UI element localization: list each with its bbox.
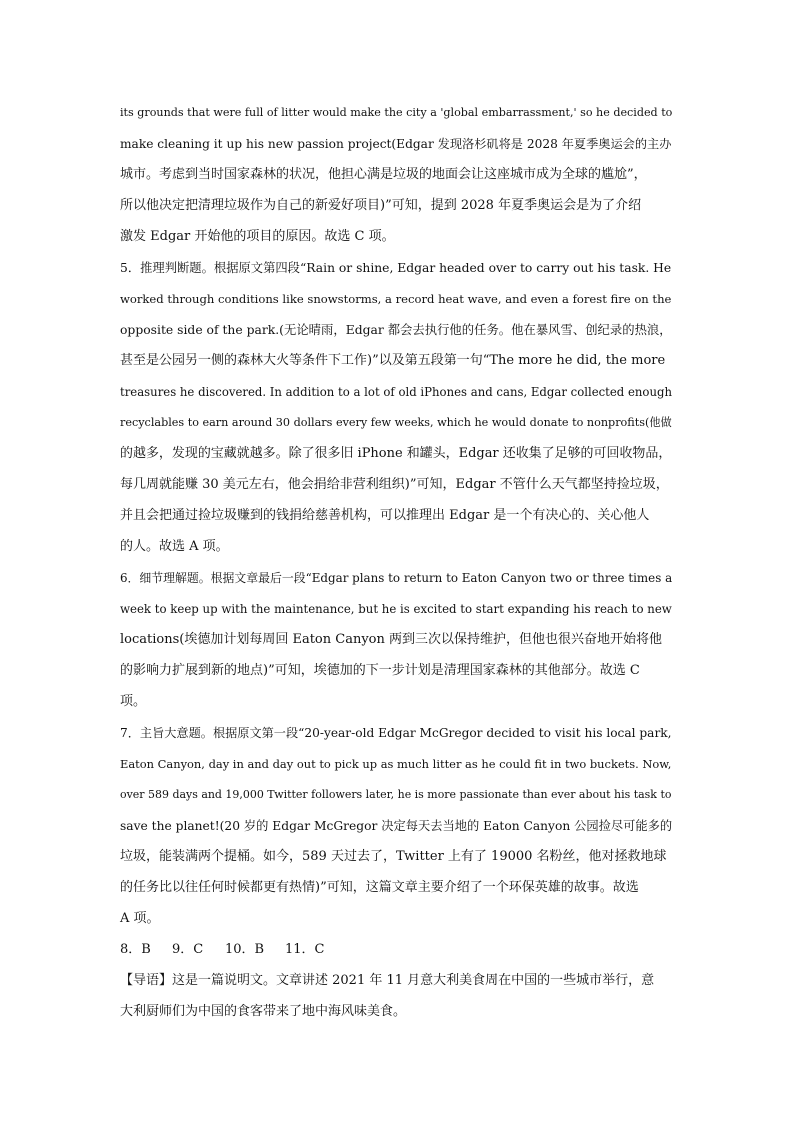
text-line: over 589 days and 19,000 Twitter followers later, he is more passionate than ever about his task to	[120, 788, 672, 801]
text-line: 的人。故选 A 项。	[120, 539, 229, 554]
text-line: worked through conditions like snowstorms, a record heat wave, and even a forest fire on the	[120, 292, 672, 306]
text-line: 的越多，发现的宝藏就越多。除了很多旧 iPhone 和罐头，Edgar 还收集了足够的可回收物品，	[120, 446, 672, 461]
text-line: locations(埃德加计划每周回 Eaton Canyon 两到三次以保持维护，但他也很兴奋地开始将他	[120, 632, 663, 647]
text-line: 6．细节理解题。根据文章最后一段“Edgar plans to return to Eaton Canyon two or three times a	[120, 571, 673, 585]
text-line: its grounds that were full of litter would make the city a 'global embarrassment,' so he decided to	[120, 106, 673, 119]
text-line: 激发 Edgar 开始他的项目的原因。故选 C 项。	[120, 229, 395, 244]
answer-8: 8．B	[120, 942, 151, 957]
text-line: save the planet!(20 岁的 Edgar McGregor 决定每天去当地的 Eaton Canyon 公园捡尽可能多的	[120, 819, 673, 833]
guide-text-line: 【导语】这是一篇说明文。文章讲述 2021 年 11 月意大利美食周在中国的一些城市举行，意	[120, 973, 655, 988]
answer-11: 11．C	[285, 942, 325, 957]
text-line: opposite side of the park.(无论晴雨，Edgar 都会去执行他的任务。他在暴风雪、创纪录的热浪，	[120, 323, 672, 337]
text-line: A 项。	[120, 911, 160, 926]
text-line: 并且会把通过捡垃圾赚到的钱捐给慈善机构，可以推理出 Edgar 是一个有决心的、关心他人	[120, 508, 650, 523]
text-line: 5．推理判断题。根据原文第四段“Rain or shine, Edgar headed over to carry out his task. He	[120, 261, 672, 275]
text-line: 甚至是公园另一侧的森林大火等条件下工作)”以及第五段第一句“The more he did, the more	[120, 353, 666, 368]
text-line: Eaton Canyon, day in and day out to pick up as much litter as he could fit in two buckets. Now,	[120, 757, 672, 771]
text-line: 每几周就能赚 30 美元左右，他会捐给非营利组织)”可知，Edgar 不管什么天气都坚持捡垃圾，	[120, 477, 669, 492]
text-line: treasures he discovered. In addition to a lot of old iPhones and cans, Edgar collected enough	[120, 385, 673, 399]
guide-text-line: 大利厨师们为中国的食客带来了地中海风味美食。	[120, 1004, 407, 1019]
answer-9: 9．C	[172, 942, 204, 957]
text-line: 垃圾，能装满两个提桶。如今，589 天过去了，Twitter 上有了 19000 名粉丝，他对拯救地球	[120, 849, 667, 864]
text-line: 的任务比以往任何时候都更有热情)”可知，这篇文章主要介绍了一个环保英雄的故事。故选	[120, 880, 639, 895]
text-line: 7．主旨大意题。根据原文第一段“20-year-old Edgar McGregor decided to visit his local park,	[120, 726, 672, 740]
text-line: 所以他决定把清理垃圾作为自己的新爱好项目)”可知，提到 2028 年夏季奥运会是为了介绍	[120, 198, 642, 213]
answer-key-line	[120, 942, 325, 958]
text-line: week to keep up with the maintenance, but he is excited to start expanding his reach to new	[120, 602, 672, 616]
text-line: 城市。考虑到当时国家森林的状况，他担心满是垃圾的地面会让这座城市成为全球的尴尬”，	[120, 167, 647, 182]
text-line: 的影响力扩展到新的地点)”可知，埃德加的下一步计划是清理国家森林的其他部分。故选 C	[120, 663, 640, 678]
answer-10: 10．B	[225, 942, 265, 957]
text-line: 项。	[120, 694, 147, 709]
text-line: make cleaning it up his new passion project(Edgar 发现洛杉矶将是 2028 年夏季奥运会的主办	[120, 137, 672, 151]
text-line: recyclables to earn around 30 dollars every few weeks, which he would donate to nonprofits(他做	[120, 416, 672, 429]
